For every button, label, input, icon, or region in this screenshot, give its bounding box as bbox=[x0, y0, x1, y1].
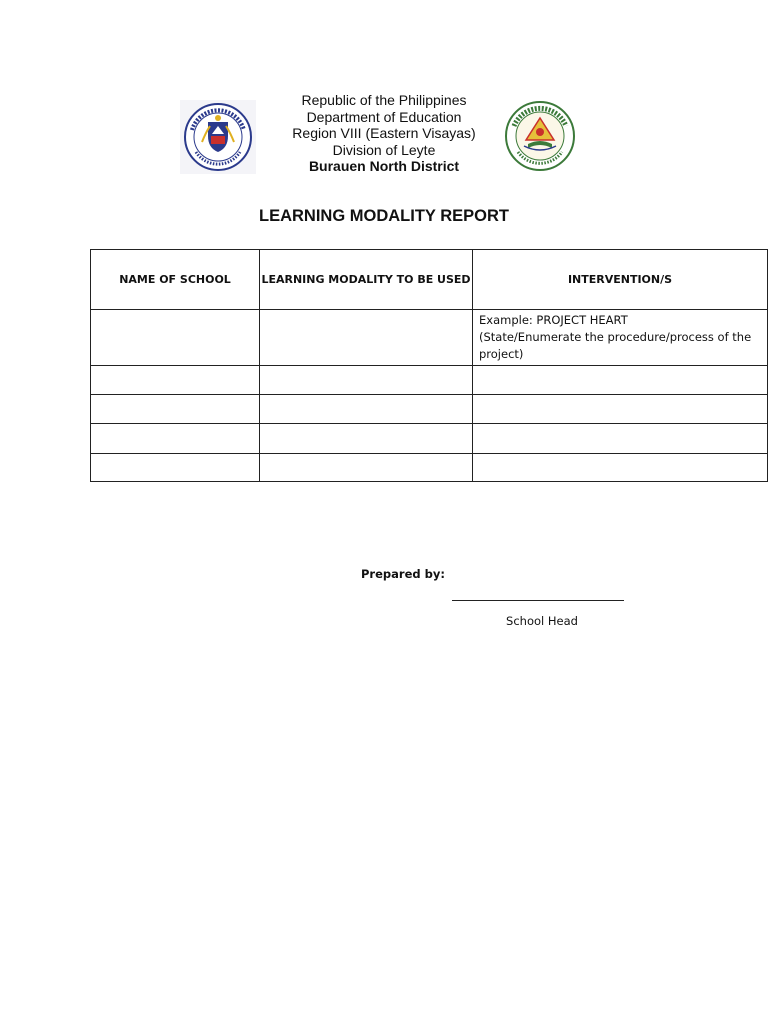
signature-line[interactable] bbox=[452, 600, 624, 601]
modality-table bbox=[90, 249, 768, 482]
school-cell[interactable] bbox=[91, 424, 260, 454]
school-head-label: School Head bbox=[506, 614, 578, 628]
school-cell[interactable] bbox=[91, 454, 260, 482]
header-district: Burauen North District bbox=[308, 158, 460, 174]
table-header-row bbox=[91, 250, 768, 310]
intervention-cell[interactable] bbox=[473, 424, 768, 454]
modality-cell[interactable] bbox=[260, 366, 473, 395]
prepared-by-label: Prepared by: bbox=[361, 567, 445, 581]
modality-cell[interactable] bbox=[260, 310, 473, 366]
header-republic: Republic of the Philippines bbox=[301, 92, 467, 108]
school-cell[interactable] bbox=[91, 310, 260, 366]
modality-cell[interactable] bbox=[260, 424, 473, 454]
header-region: Region VIII (Eastern Visayas) bbox=[292, 125, 476, 141]
col-header-school: NAME OF SCHOOL bbox=[91, 250, 260, 310]
table-row bbox=[91, 395, 768, 424]
example-instruction: (State/Enumerate the procedure/process of the project) bbox=[479, 330, 752, 361]
table-row bbox=[91, 310, 768, 366]
header-division: Division of Leyte bbox=[332, 141, 436, 158]
school-cell[interactable] bbox=[91, 395, 260, 424]
intervention-cell[interactable] bbox=[473, 310, 768, 366]
intervention-cell[interactable] bbox=[473, 395, 768, 424]
col-header-interventions: INTERVENTION/S bbox=[473, 250, 768, 310]
intervention-cell[interactable] bbox=[473, 366, 768, 395]
intervention-cell[interactable] bbox=[473, 454, 768, 482]
school-cell[interactable] bbox=[91, 366, 260, 395]
col-header-modality: LEARNING MODALITY TO BE USED bbox=[260, 250, 473, 310]
modality-cell[interactable] bbox=[260, 395, 473, 424]
deped-seal-logo bbox=[180, 100, 256, 174]
table-row bbox=[91, 454, 768, 482]
header-department: Department of Education bbox=[306, 108, 462, 125]
example-text: Example: PROJECT HEART bbox=[479, 313, 628, 327]
table-row bbox=[91, 366, 768, 395]
table-row bbox=[91, 424, 768, 454]
report-title: LEARNING MODALITY REPORT bbox=[259, 207, 509, 225]
division-of-leyte-seal-logo bbox=[504, 100, 576, 172]
letterhead bbox=[254, 92, 514, 175]
modality-cell[interactable] bbox=[260, 454, 473, 482]
